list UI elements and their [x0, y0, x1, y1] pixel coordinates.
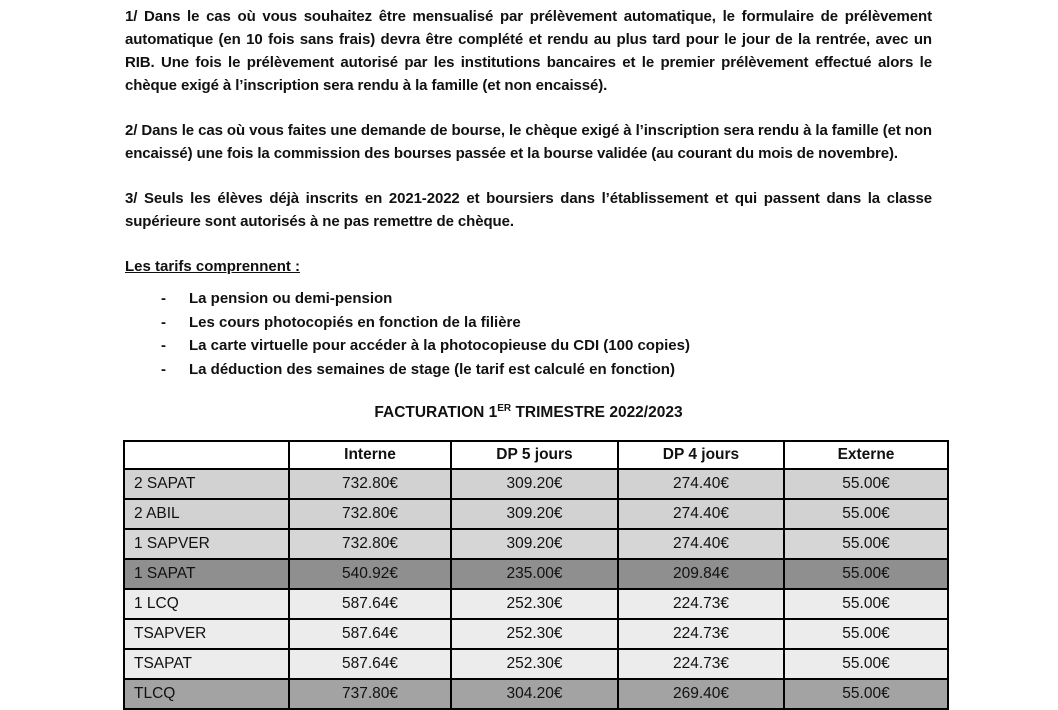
cell-interne: 587.64€: [289, 619, 451, 649]
row-label: 1 LCQ: [124, 589, 289, 619]
cell-interne: 540.92€: [289, 559, 451, 589]
cell-dp5: 309.20€: [451, 499, 618, 529]
cell-dp5: 309.20€: [451, 529, 618, 559]
paragraph-1: 1/ Dans le cas où vous souhaitez être mensualisé par prélèvement automatique, le formulaire de prélèvement automatique (en 10 fois sans frais) devra être complété et rendu au plus tard pour le jour de la rentrée, avec un RIB. Une fois le prélèvement autorisé par les institutions bancaires et le premier prélèvement effectué alors le chèque exigé à l’inscription sera rendu à la famille (et non encaissé).: [125, 8, 932, 94]
row-label: TLCQ: [124, 679, 289, 709]
paragraph-3: 3/ Seuls les élèves déjà inscrits en 2021-2022 et boursiers dans l’établissement et qui passent dans la classe supérieure sont autorisés à ne pas remettre de chèque.: [125, 190, 932, 230]
cell-externe: 55.00€: [784, 619, 948, 649]
tariffs-list: [125, 287, 932, 381]
cell-dp4: 224.73€: [618, 619, 784, 649]
header-dp5: DP 5 jours: [451, 441, 618, 469]
row-label: 1 SAPAT: [124, 559, 289, 589]
cell-dp5: 252.30€: [451, 619, 618, 649]
table-row: [124, 469, 948, 499]
list-item-text: La pension ou demi-pension: [189, 290, 393, 307]
dash-bullet: -: [161, 337, 166, 354]
cell-interne: 587.64€: [289, 589, 451, 619]
cell-dp4: 209.84€: [618, 559, 784, 589]
billing-table-title: [125, 397, 932, 424]
cell-dp4: 274.40€: [618, 499, 784, 529]
list-item-text: Les cours photocopiés en fonction de la filière: [189, 313, 521, 331]
list-item: [125, 311, 932, 335]
row-label: 2 SAPAT: [124, 469, 289, 499]
cell-interne: 732.80€: [289, 499, 451, 529]
cell-dp5: 304.20€: [451, 679, 618, 709]
row-label: TSAPVER: [124, 619, 289, 649]
list-item-text: La déduction des semaines de stage (le tarif est calculé en fonction): [189, 360, 675, 378]
tariffs-heading: Les tarifs comprennent :: [125, 258, 301, 275]
cell-interne: 737.80€: [289, 679, 451, 709]
cell-dp4: 224.73€: [618, 589, 784, 619]
cell-dp4: 224.73€: [618, 649, 784, 679]
cell-externe: 55.00€: [784, 589, 948, 619]
cell-interne: 587.64€: [289, 649, 451, 679]
table-header-row: [124, 441, 948, 469]
list-item: [125, 334, 932, 358]
table-row-clipped: [124, 679, 948, 709]
table-row: [124, 589, 948, 619]
header-empty: [124, 441, 289, 469]
cell-interne: 732.80€: [289, 529, 451, 559]
header-interne: Interne: [289, 441, 451, 469]
cell-dp4: 274.40€: [618, 529, 784, 559]
paragraph-2: 2/ Dans le cas où vous faites une demande de bourse, le chèque exigé à l’inscription sera rendu à la famille (et non encaissé) une fois la commission des bourses passée et la bourse validée (au courant du mois de novembre).: [125, 122, 932, 162]
cell-dp4: 274.40€: [618, 469, 784, 499]
cell-dp5: 235.00€: [451, 559, 618, 589]
table-row: [124, 619, 948, 649]
header-externe: Externe: [784, 441, 948, 469]
cell-dp5: 309.20€: [451, 469, 618, 499]
cell-dp5: 252.30€: [451, 589, 618, 619]
table-row: [124, 529, 948, 559]
title-pre: FACTURATION 1: [374, 404, 498, 422]
cell-dp4: 269.40€: [618, 679, 784, 709]
title-post: TRIMESTRE 2022/2023: [511, 404, 683, 422]
row-label: 2 ABIL: [124, 499, 289, 529]
cell-dp5: 252.30€: [451, 649, 618, 679]
cell-externe: 55.00€: [784, 529, 948, 559]
fees-table: [123, 440, 949, 710]
dash-bullet: -: [161, 290, 166, 307]
table-row: [124, 499, 948, 529]
cell-externe: 55.00€: [784, 499, 948, 529]
dash-bullet: -: [161, 360, 166, 378]
cell-interne: 732.80€: [289, 469, 451, 499]
title-superscript: ER: [497, 403, 512, 414]
list-item: [125, 287, 932, 311]
cell-externe: 55.00€: [784, 649, 948, 679]
list-item-text: La carte virtuelle pour accéder à la photocopieuse du CDI (100 copies): [189, 337, 690, 354]
cell-externe: 55.00€: [784, 679, 948, 709]
header-dp4: DP 4 jours: [618, 441, 784, 469]
row-label: TSAPAT: [124, 649, 289, 679]
table-row-highlighted: [124, 559, 948, 589]
cell-externe: 55.00€: [784, 469, 948, 499]
cell-externe: 55.00€: [784, 559, 948, 589]
row-label: 1 SAPVER: [124, 529, 289, 559]
list-item: [125, 358, 932, 382]
table-row: [124, 649, 948, 679]
dash-bullet: -: [161, 313, 166, 331]
